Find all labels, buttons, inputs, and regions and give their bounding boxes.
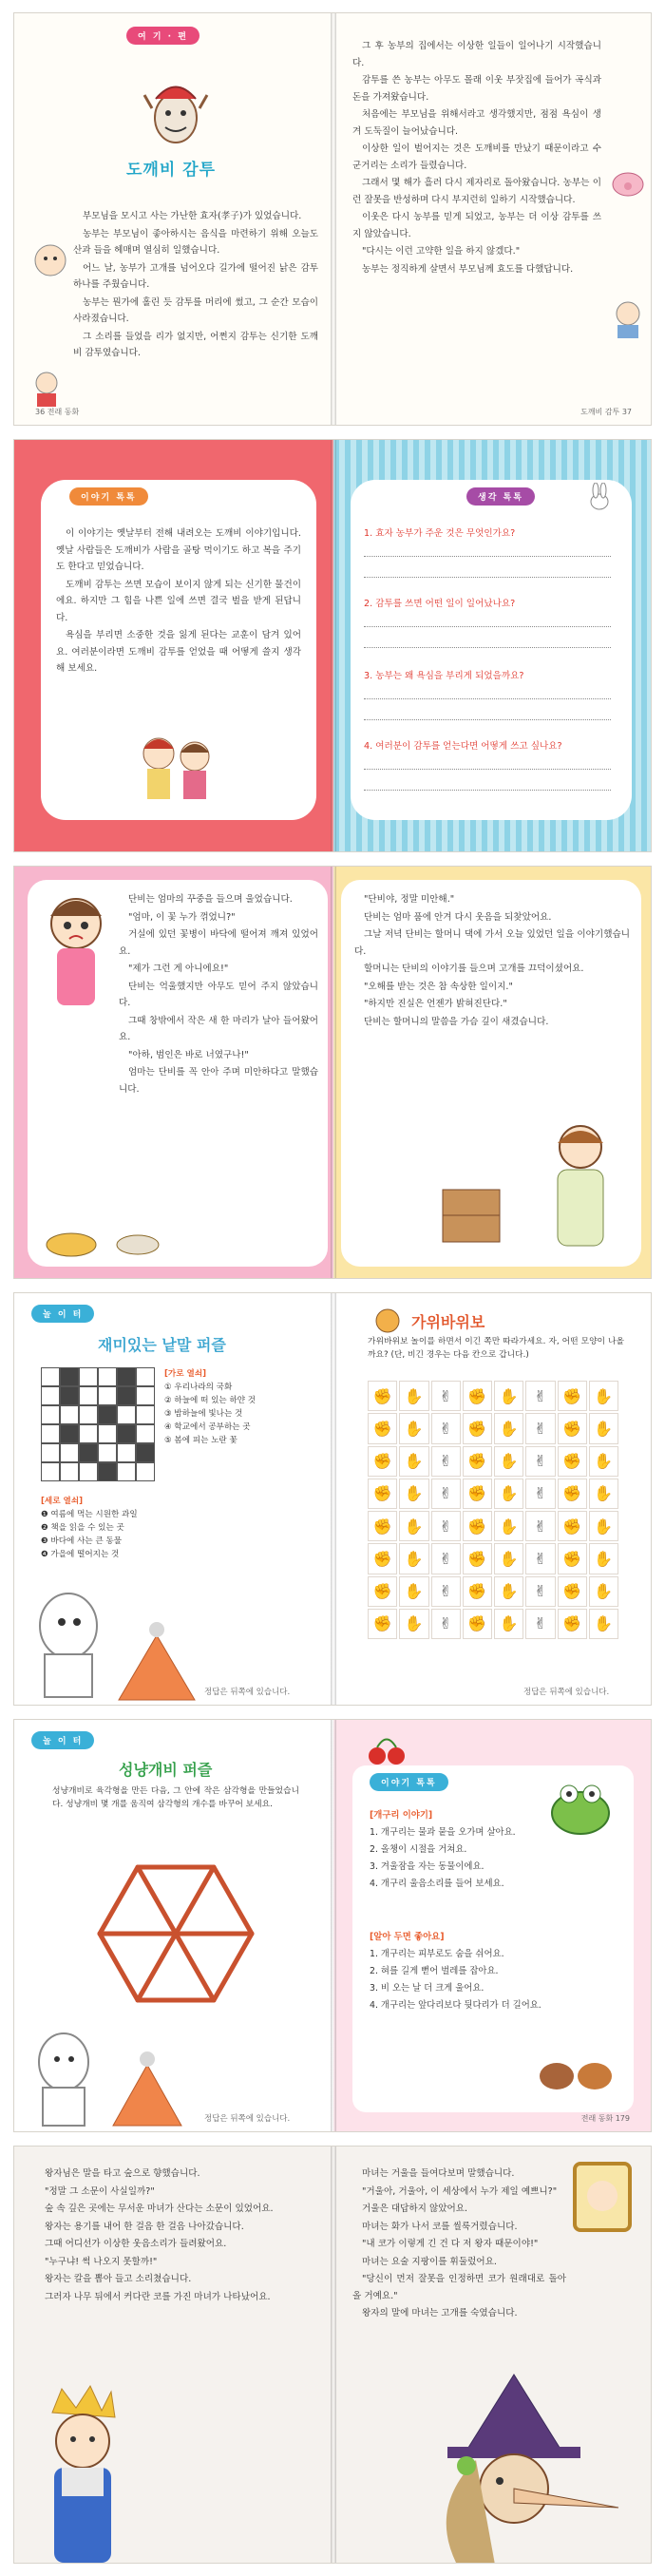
crossword-cell[interactable] (117, 1462, 136, 1481)
hand-cell[interactable]: ✋ (589, 1543, 618, 1574)
crossword-cell[interactable] (79, 1424, 98, 1443)
frog-info-page (333, 1720, 652, 2131)
hand-cell[interactable]: ✊ (558, 1609, 587, 1639)
down-hints (41, 1495, 316, 1561)
volcano-illustration (109, 2048, 185, 2128)
book-gutter (331, 1720, 336, 2131)
tip-item: 3. 비 오는 날 더 크게 울어요. (370, 1983, 484, 1994)
hand-cell[interactable]: ✊ (463, 1479, 492, 1509)
hand-cell[interactable]: ✋ (494, 1413, 523, 1443)
paragraph: 농부는 정직하게 살면서 부모님께 효도를 다했답니다. (362, 263, 574, 275)
book-gutter (331, 2147, 336, 2563)
info-tag: 이야기 톡톡 (370, 1773, 448, 1791)
hand-cell[interactable]: ✋ (589, 1511, 618, 1541)
paragraph: 이 이야기는 옛날부터 전해 내려오는 도깨비 이야기입니다. 옛날 사람들은 도깨비가 사람을 골탕 먹이기도 하고 복을 주기도 한다고 믿었습니다. (56, 528, 301, 572)
hand-cell[interactable]: ✌ (525, 1381, 555, 1411)
hand-cell[interactable]: ✊ (368, 1511, 397, 1541)
crossword-grid[interactable] (41, 1367, 155, 1481)
hint-item: ⑤ 봄에 피는 노란 꽃 (164, 1436, 238, 1445)
spread-6 (13, 2146, 652, 2564)
elder-character-icon (609, 298, 647, 340)
tip-item: 4. 개구리는 앞다리보다 뒷다리가 더 길어요. (370, 2000, 542, 2011)
tip-item: 2. 혀를 길게 뻗어 벌레를 잡아요. (370, 1966, 499, 1976)
spread-2 (13, 439, 652, 852)
hand-cell[interactable]: ✌ (431, 1609, 461, 1639)
grandmother-illustration (533, 1118, 628, 1261)
matchstick-page (14, 1720, 333, 2131)
word-puzzle-title: 재미있는 낱말 퍼즐 (98, 1336, 226, 1354)
hand-cell[interactable]: ✊ (368, 1543, 397, 1574)
story-text-right (352, 38, 601, 278)
witch-story-page (333, 2147, 652, 2563)
hand-cell[interactable]: ✋ (589, 1479, 618, 1509)
hand-cell[interactable]: ✋ (399, 1446, 428, 1477)
crossword-cell[interactable] (117, 1367, 136, 1386)
story-note-page (14, 440, 333, 851)
matchstick-hexagon[interactable] (90, 1853, 261, 2014)
hand-cell[interactable]: ✌ (525, 1511, 555, 1541)
crossword-cell[interactable] (117, 1405, 136, 1424)
answer-line[interactable] (364, 556, 611, 557)
answer-line[interactable] (364, 698, 611, 699)
prince-illustration (24, 2375, 138, 2563)
paragraph: 단비는 억울했지만 아무도 믿어 주지 않았습니다. (119, 981, 318, 1008)
crossword-cell[interactable] (117, 1386, 136, 1405)
hand-cell[interactable]: ✊ (558, 1446, 587, 1477)
hand-cell[interactable]: ✌ (431, 1543, 461, 1574)
hint-item: ❸ 바다에 사는 큰 동물 (41, 1536, 123, 1546)
prince-story-page (14, 2147, 333, 2563)
hand-cell[interactable]: ✌ (431, 1576, 461, 1607)
paragraph: 마녀는 요술 지팡이를 휘둘렀어요. (362, 2256, 497, 2267)
paragraph: 이상한 일이 벌어지는 것은 도깨비를 만났기 때문이라고 수군거리는 소리가 들렸습니다. (352, 143, 601, 171)
magic-mirror-illustration (569, 2158, 636, 2234)
hand-cell[interactable]: ✊ (463, 1609, 492, 1639)
cherries-icon (360, 1729, 417, 1767)
paragraph: 단비는 할머니의 말씀을 가슴 깊이 새겼습니다. (364, 1016, 549, 1027)
hint-item: ① 우리나라의 국화 (164, 1383, 233, 1392)
book-gutter (331, 13, 336, 425)
paragraph: "당신이 먼저 잘못을 인정하면 코가 원래대로 돌아올 거예요." (352, 2274, 566, 2301)
paragraph: 할머니는 단비의 이야기를 들으며 고개를 끄덕이셨어요. (364, 964, 584, 974)
paragraph: 거울은 대답하지 않았어요. (362, 2204, 468, 2214)
question-2: 2. 감투를 쓰면 어떤 일이 일어났나요? (364, 599, 516, 609)
paragraph: 감투를 쓴 농부는 아무도 몰래 이웃 부잣집에 들어가 곡식과 돈을 가져왔습니다. (352, 75, 601, 103)
hand-cell[interactable]: ✋ (589, 1413, 618, 1443)
llama-illustration (26, 2019, 102, 2128)
hand-cell[interactable]: ✊ (463, 1543, 492, 1574)
paragraph: "거울아, 거울아, 이 세상에서 누가 제일 예쁘니?" (362, 2185, 558, 2197)
paragraph: 왕자는 칼을 뽑아 들고 소리쳤습니다. (45, 2274, 192, 2284)
paragraph: 숲 속 깊은 곳에는 무서운 마녀가 산다는 소문이 있었어요. (45, 2204, 274, 2214)
story-text-right (352, 2166, 566, 2323)
hand-cell[interactable]: ✋ (494, 1609, 523, 1639)
hand-cell[interactable]: ✋ (494, 1479, 523, 1509)
hand-cell[interactable]: ✋ (399, 1576, 428, 1607)
page-number-right: 도깨비 감투 37 (580, 408, 632, 416)
hand-cell[interactable]: ✋ (494, 1446, 523, 1477)
paragraph: 그러자 나무 뒤에서 커다란 코를 가진 마녀가 나타났어요. (45, 2291, 271, 2302)
page-36 (14, 13, 333, 425)
answer-line[interactable] (364, 769, 611, 770)
story-page-right (333, 867, 652, 1278)
hand-cell[interactable]: ✊ (558, 1511, 587, 1541)
paragraph: 욕심을 부리면 소중한 것을 잃게 된다는 교훈이 담겨 있어요. 여러분이라면 도깨비 감투를 얻었을 때 어떻게 쓸지 생각해 보세요. (56, 630, 301, 674)
hint-item: ❷ 책을 읽을 수 있는 곳 (41, 1523, 124, 1533)
hand-cell[interactable]: ✋ (589, 1576, 618, 1607)
hand-cell[interactable]: ✋ (494, 1576, 523, 1607)
frog-facts (370, 1807, 617, 1893)
crossword-cell[interactable] (41, 1367, 60, 1386)
answer-line[interactable] (364, 719, 611, 720)
hand-cell[interactable]: ✋ (589, 1446, 618, 1477)
story-text-right (354, 891, 630, 1031)
tiger-icon (371, 1307, 404, 1335)
volcano-illustration (114, 1616, 200, 1702)
story-text-left (119, 891, 318, 1098)
crossword-cell[interactable] (79, 1405, 98, 1424)
answer-note: 정답은 뒤쪽에 있습니다. (204, 2114, 291, 2124)
story-tag: 여 기 · 편 (126, 27, 200, 45)
hand-cell[interactable]: ✌ (431, 1413, 461, 1443)
rps-intro: 가위바위보 놀이를 하면서 이긴 쪽만 따라가세요. 자, 어떤 모양이 나올까요? (단, 비긴 경우는 다음 칸으로 갑니다.) (368, 1337, 624, 1360)
hand-cell[interactable]: ✋ (399, 1381, 428, 1411)
book-gutter (331, 867, 336, 1278)
child-character-icon (29, 370, 64, 408)
matchsticks (100, 1867, 252, 2000)
hand-cell[interactable]: ✊ (463, 1511, 492, 1541)
answer-line[interactable] (364, 790, 611, 791)
pig-icon (609, 165, 647, 200)
playground-tag: 놀 이 터 (31, 1305, 94, 1323)
crossword-cell[interactable] (60, 1386, 79, 1405)
crossword-cell[interactable] (136, 1367, 155, 1386)
crossword-cell[interactable] (79, 1386, 98, 1405)
crossword-cell[interactable] (136, 1462, 155, 1481)
answer-line[interactable] (364, 626, 611, 627)
hand-cell[interactable]: ✊ (558, 1543, 587, 1574)
children-illustration (128, 730, 223, 815)
crossword-cell[interactable] (41, 1443, 60, 1462)
hand-cell[interactable]: ✋ (399, 1543, 428, 1574)
paragraph: 농부는 뭔가에 홀린 듯 감투를 머리에 썼고, 그 순간 모습이 사라졌습니다. (73, 296, 318, 324)
hand-cell[interactable]: ✊ (558, 1576, 587, 1607)
spread-4 (13, 1292, 652, 1706)
story-title: 도깨비 감투 (126, 161, 217, 180)
crossword-cell[interactable] (136, 1405, 155, 1424)
question-page (333, 440, 652, 851)
paragraph: "엄마, 이 꽃 누가 꺾었니?" (128, 911, 236, 923)
paragraph: 그 후 농부의 집에서는 이상한 일들이 일어나기 시작했습니다. (352, 41, 601, 68)
crossword-cell[interactable] (79, 1367, 98, 1386)
crossword-cell[interactable] (98, 1386, 117, 1405)
story-page-left (14, 867, 333, 1278)
bookshelf-illustration (438, 1180, 504, 1247)
question-1: 1. 효자 농부가 주운 것은 무엇인가요? (364, 528, 516, 539)
hand-cell[interactable]: ✌ (431, 1479, 461, 1509)
paragraph: 그때 어디선가 이상한 웃음소리가 들려왔어요. (45, 2239, 227, 2249)
hand-grid[interactable] (368, 1381, 618, 1639)
hand-cell[interactable]: ✋ (494, 1511, 523, 1541)
question-tag: 생각 톡톡 (466, 487, 535, 506)
paragraph: 처음에는 부모님을 위해서라고 생각했지만, 점점 욕심이 생겨 도둑질이 늘어났습니다. (352, 109, 601, 137)
llama-illustration (26, 1578, 111, 1702)
page-37 (333, 13, 652, 425)
hand-cell[interactable]: ✌ (525, 1576, 555, 1607)
hand-cell[interactable]: ✊ (558, 1413, 587, 1443)
matchstick-title: 성냥개비 퍼즐 (119, 1761, 213, 1779)
paragraph: "아하, 범인은 바로 너였구나!" (128, 1049, 249, 1060)
across-hint-title: [가로 열쇠] (164, 1369, 207, 1379)
down-hint-title: [세로 열쇠] (41, 1497, 84, 1506)
hand-cell[interactable]: ✋ (399, 1609, 428, 1639)
hand-cell[interactable]: ✊ (368, 1576, 397, 1607)
paragraph: 농부는 부모님이 좋아하시는 음식을 마련하기 위해 오늘도 산과 들을 헤매며 열심히 일했습니다. (73, 228, 318, 256)
spread-1 (13, 12, 652, 426)
rabbit-icon (585, 483, 614, 511)
crossword-cell[interactable] (41, 1386, 60, 1405)
crossword-cell[interactable] (41, 1424, 60, 1443)
paragraph: "오해를 받는 것은 참 속상한 일이지." (364, 981, 513, 992)
hand-cell[interactable]: ✌ (431, 1511, 461, 1541)
crossword-cell[interactable] (98, 1443, 117, 1462)
tip-item: 1. 개구리는 피부로도 숨을 쉬어요. (370, 1949, 504, 1959)
birds-illustration (533, 2048, 618, 2100)
witch-illustration (371, 2365, 647, 2563)
girl-illustration (33, 886, 119, 1028)
hint-item: ② 하늘에 떠 있는 하얀 것 (164, 1396, 256, 1405)
paragraph: 마녀는 거울을 들여다보며 말했습니다. (362, 2168, 515, 2179)
fact-item: 4. 개구리 울음소리를 들어 보세요. (370, 1879, 504, 1889)
crossword-cell[interactable] (98, 1424, 117, 1443)
hand-cell[interactable]: ✊ (558, 1479, 587, 1509)
hand-cell[interactable]: ✌ (525, 1543, 555, 1574)
hand-cell[interactable]: ✋ (399, 1511, 428, 1541)
note-text (56, 525, 301, 678)
page-number-right: 전래 동화 179 (580, 2114, 630, 2123)
crossword-cell[interactable] (136, 1424, 155, 1443)
fact-item: 2. 올챙이 시절을 거쳐요. (370, 1844, 467, 1855)
paragraph: 그날 저녁 단비는 할머니 댁에 가서 오늘 있었던 일을 이야기했습니다. (354, 929, 630, 957)
crossword-cell[interactable] (98, 1367, 117, 1386)
across-hints (164, 1367, 321, 1447)
crossword-cell[interactable] (41, 1405, 60, 1424)
crossword-cell[interactable] (60, 1405, 79, 1424)
fact-item: 3. 겨울잠을 자는 동물이에요. (370, 1861, 484, 1872)
word-puzzle-page (14, 1293, 333, 1705)
note-tag: 이야기 톡톡 (69, 487, 148, 506)
playground-tag: 놀 이 터 (31, 1731, 94, 1749)
hand-cell[interactable]: ✋ (589, 1381, 618, 1411)
crossword-cell[interactable] (136, 1386, 155, 1405)
hand-cell[interactable]: ✊ (368, 1381, 397, 1411)
paragraph: 엄마는 단비를 꼭 안아 주며 미안하다고 말했습니다. (119, 1067, 318, 1095)
paragraph: 그 소리를 들었을 리가 없지만, 어쩐지 감투는 신기한 도깨비 감투였습니다. (73, 331, 318, 358)
crossword-cell[interactable] (79, 1462, 98, 1481)
paragraph: "하지만 진실은 언젠가 밝혀진단다." (364, 999, 507, 1009)
crossword-cell[interactable] (117, 1443, 136, 1462)
hand-cell[interactable]: ✌ (525, 1413, 555, 1443)
question-3: 3. 농부는 왜 욕심을 부리게 되었을까요? (364, 671, 524, 681)
paragraph: 부모님을 모시고 사는 가난한 효자(孝子)가 있었습니다. (83, 211, 302, 221)
hand-cell[interactable]: ✋ (494, 1381, 523, 1411)
hand-cell[interactable]: ✊ (463, 1576, 492, 1607)
answer-note: 정답은 뒤쪽에 있습니다. (204, 1688, 291, 1697)
hand-cell[interactable]: ✌ (525, 1479, 555, 1509)
answer-line[interactable] (364, 647, 611, 648)
rock-paper-scissors-page (333, 1293, 652, 1705)
paragraph: 도깨비 감투는 쓰면 모습이 보이지 않게 되는 신기한 물건이에요. 하지만 그 힘을 나쁜 일에 쓰면 결국 벌을 받게 된답니다. (56, 579, 301, 623)
hand-cell[interactable]: ✋ (399, 1479, 428, 1509)
side-character-icon (31, 241, 69, 279)
hand-cell[interactable]: ✊ (368, 1479, 397, 1509)
hand-cell[interactable]: ✊ (368, 1446, 397, 1477)
hint-item: ④ 학교에서 공부하는 곳 (164, 1422, 251, 1432)
hand-cell[interactable]: ✌ (525, 1609, 555, 1639)
story-text-left (73, 208, 318, 363)
hand-cell[interactable]: ✊ (463, 1413, 492, 1443)
paragraph: "누구냐! 썩 나오지 못할까!" (45, 2256, 158, 2267)
crossword-cell[interactable] (98, 1462, 117, 1481)
paragraph: 그때 창밖에서 작은 새 한 마리가 날아 들어왔어요. (119, 1015, 318, 1042)
paragraph: "제가 그런 게 아니에요!" (128, 964, 229, 974)
hand-cell[interactable]: ✌ (431, 1446, 461, 1477)
hand-cell[interactable]: ✊ (463, 1381, 492, 1411)
paragraph: "단비야, 정말 미안해." (364, 894, 455, 905)
crossword-cell[interactable] (60, 1443, 79, 1462)
crossword-cell[interactable] (60, 1424, 79, 1443)
paragraph: 그래서 몇 해가 흘러 다시 제자리로 돌아왔습니다. 농부는 이런 잘못을 반성하며 다시 부지런히 일하기 시작했습니다. (352, 178, 601, 205)
paragraph: "다시는 이런 고약한 일을 하지 않겠다." (362, 246, 521, 257)
paragraph: 어느 날, 농부가 고개를 넘어오다 길가에 떨어진 낡은 감투 하나를 주웠습니다. (73, 262, 318, 290)
hand-cell[interactable]: ✌ (525, 1446, 555, 1477)
paragraph: 왕자의 말에 마녀는 고개를 숙였습니다. (362, 2308, 518, 2318)
answer-note: 정답은 뒤쪽에 있습니다. (523, 1688, 610, 1697)
paragraph: 단비는 엄마의 꾸중을 들으며 울었습니다. (128, 894, 293, 905)
hint-item: ③ 밤하늘에 빛나는 것 (164, 1409, 243, 1419)
crossword-cell[interactable] (117, 1424, 136, 1443)
hand-cell[interactable]: ✊ (368, 1609, 397, 1639)
paragraph: 거실에 있던 꽃병이 바닥에 떨어져 깨져 있었어요. (119, 929, 318, 957)
question-4: 4. 여러분이 감투를 얻는다면 어떻게 쓰고 싶나요? (364, 741, 562, 752)
paragraph: 왕자는 용기를 내어 한 걸음 한 걸음 나아갔습니다. (45, 2221, 244, 2232)
hand-cell[interactable]: ✋ (589, 1609, 618, 1639)
hand-cell[interactable]: ✋ (494, 1543, 523, 1574)
crossword-cell[interactable] (60, 1462, 79, 1481)
crossword-cell[interactable] (41, 1462, 60, 1481)
hint-item: ❹ 가을에 떨어지는 것 (41, 1550, 120, 1559)
answer-line[interactable] (364, 577, 611, 578)
paragraph: 단비는 엄마 품에 안겨 다시 웃음을 되찾았어요. (364, 911, 552, 923)
crossword-cell[interactable] (60, 1367, 79, 1386)
book-gutter (331, 440, 336, 851)
story-text-left (35, 2166, 313, 2306)
paragraph: 왕자님은 말을 타고 숲으로 향했습니다. (45, 2168, 200, 2179)
food-bowls-illustration (43, 1218, 176, 1261)
hand-cell[interactable]: ✊ (368, 1413, 397, 1443)
crossword-cell[interactable] (79, 1443, 98, 1462)
section-title: [알아 두면 좋아요] (370, 1932, 445, 1942)
paragraph: 이웃은 다시 농부를 믿게 되었고, 농부는 더 이상 감투를 쓰지 않았습니다. (352, 212, 601, 239)
hand-cell[interactable]: ✋ (399, 1413, 428, 1443)
page-number-left: 36 전래 동화 (35, 408, 80, 416)
hand-cell[interactable]: ✊ (463, 1446, 492, 1477)
spread-3 (13, 866, 652, 1279)
hand-cell[interactable]: ✊ (558, 1381, 587, 1411)
section-title: [개구리 이야기] (370, 1810, 433, 1821)
rps-title: 가위바위보 (411, 1313, 485, 1331)
paragraph: "정말 그 소문이 사실일까?" (45, 2185, 155, 2197)
dokkaebi-illustration (142, 70, 209, 146)
fact-item: 1. 개구리는 물과 뭍을 오가며 살아요. (370, 1827, 516, 1838)
crossword-cell[interactable] (136, 1443, 155, 1462)
paragraph: "내 코가 이렇게 긴 건 다 저 왕자 때문이야!" (362, 2239, 539, 2249)
paragraph: 마녀는 화가 나서 코를 씰룩거렸습니다. (362, 2221, 518, 2232)
book-gutter (331, 1293, 336, 1705)
spread-5 (13, 1719, 652, 2132)
matchstick-intro: 성냥개비로 육각형을 만든 다음, 그 안에 작은 삼각형을 만들었습니다. 성냥개비 몇 개를 움직여 삼각형의 개수를 바꾸어 보세요. (52, 1786, 299, 1809)
frog-tips (370, 1929, 617, 2014)
hand-cell[interactable]: ✌ (431, 1381, 461, 1411)
hint-item: ❶ 여름에 먹는 시원한 과일 (41, 1510, 138, 1519)
crossword-cell[interactable] (98, 1405, 117, 1424)
